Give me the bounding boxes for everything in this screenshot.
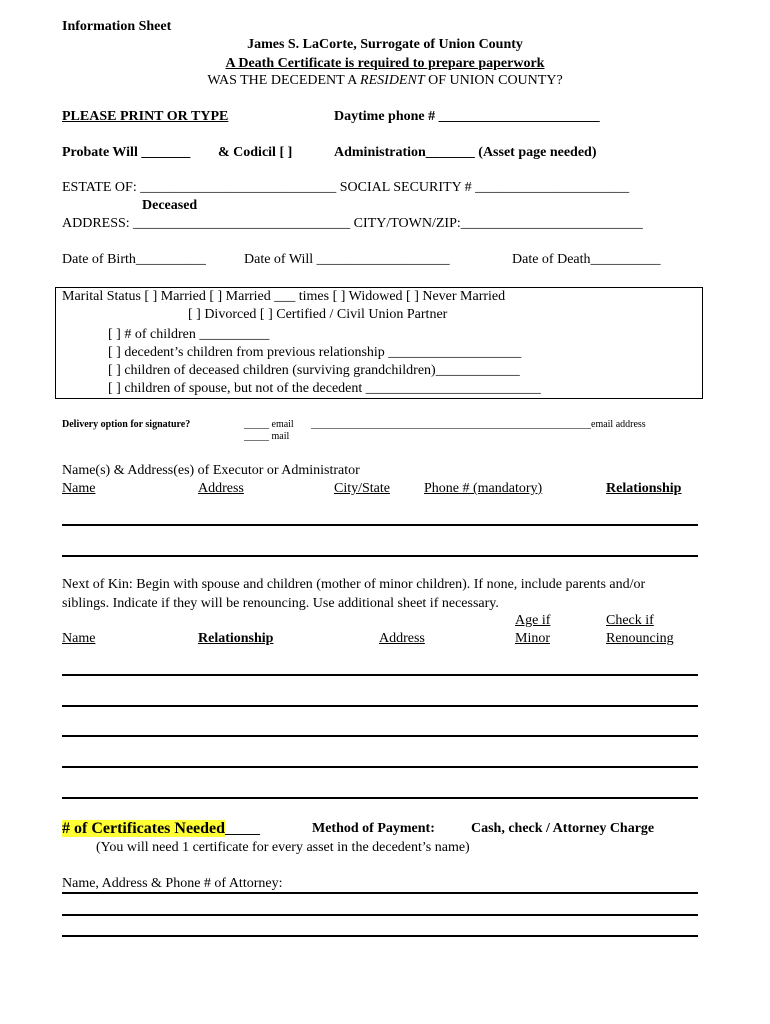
executor-col-address: Address	[198, 481, 244, 496]
mail-option[interactable]: _____ mail	[244, 431, 290, 442]
divorced-civil-union-options[interactable]: [ ] Divorced [ ] Certified / Civil Union Partner	[188, 307, 448, 322]
marital-status-options[interactable]: Marital Status [ ] Married [ ] Married ___ times [ ] Widowed [ ] Never Married	[62, 289, 506, 304]
probate-will-field[interactable]: Probate Will _______	[62, 145, 191, 160]
children-count-option[interactable]: [ ] # of children __________	[108, 327, 270, 342]
next-of-kin-instructions: Next of Kin: Begin with spouse and children (mother of minor children). If none, include parents and/or	[62, 577, 646, 592]
executor-col-relationship: Relationship	[606, 481, 682, 496]
date-of-death-field[interactable]: Date of Death__________	[512, 252, 661, 267]
attorney-entry-line[interactable]	[62, 892, 698, 894]
attorney-label: Name, Address & Phone # of Attorney:	[62, 876, 283, 891]
certificate-note: (You will need 1 certificate for every asset in the decedent’s name)	[96, 840, 470, 855]
print-instruction: PLEASE PRINT OR TYPE	[62, 109, 229, 124]
kin-col-address: Address	[379, 631, 425, 646]
attorney-entry-line[interactable]	[62, 914, 698, 916]
executor-heading: Name(s) & Address(es) of Executor or Administrator	[62, 463, 360, 478]
address-city-field[interactable]: ADDRESS: _______________________________ CITY/TOWN/ZIP:__________________________	[62, 216, 643, 231]
certificates-needed-field[interactable]: # of Certificates Needed_____	[62, 820, 261, 837]
grandchildren-option[interactable]: [ ] children of deceased children (surviving grandchildren)____________	[108, 363, 520, 378]
kin-col-check-2: Renouncing	[606, 631, 674, 646]
email-option[interactable]: _____ email	[244, 419, 294, 430]
kin-col-age-1: Age if	[515, 613, 551, 628]
payment-options[interactable]: Cash, check / Attorney Charge	[471, 821, 655, 836]
executor-entry-line[interactable]	[62, 555, 698, 557]
date-of-will-field[interactable]: Date of Will ___________________	[244, 252, 450, 267]
resident-question: WAS THE DECEDENT A RESIDENT OF UNION COUNTY?	[207, 73, 563, 88]
deceased-label: Deceased	[142, 198, 198, 213]
attorney-entry-line[interactable]	[62, 935, 698, 937]
form-title: Information Sheet	[62, 19, 172, 34]
kin-col-name: Name	[62, 631, 96, 646]
kin-entry-line[interactable]	[62, 735, 698, 737]
kin-col-check-1: Check if	[606, 613, 654, 628]
death-certificate-notice: A Death Certificate is required to prepare paperwork	[225, 56, 545, 71]
executor-col-phone: Phone # (mandatory)	[424, 481, 543, 496]
kin-entry-line[interactable]	[62, 797, 698, 799]
next-of-kin-instructions-2: siblings. Indicate if they will be renouncing. Use additional sheet if necessary.	[62, 596, 499, 611]
surrogate-heading: James S. LaCorte, Surrogate of Union County	[247, 37, 523, 52]
kin-col-age-2: Minor	[515, 631, 550, 646]
payment-method-label: Method of Payment:	[312, 821, 435, 836]
delivery-option-label: Delivery option for signature?	[62, 419, 191, 430]
date-of-birth-field[interactable]: Date of Birth__________	[62, 252, 206, 267]
daytime-phone-field[interactable]: Daytime phone # _______________________	[334, 109, 600, 124]
estate-ssn-field[interactable]: ESTATE OF: ____________________________ SOCIAL SECURITY # ______________________	[62, 180, 630, 195]
previous-relationship-option[interactable]: [ ] decedent’s children from previous relationship ___________________	[108, 345, 522, 360]
certificates-needed-label: # of Certificates Needed	[62, 820, 226, 837]
kin-entry-line[interactable]	[62, 766, 698, 768]
administration-field[interactable]: Administration_______ (Asset page needed)	[334, 145, 597, 160]
executor-col-name: Name	[62, 481, 96, 496]
codicil-checkbox[interactable]: & Codicil [ ]	[218, 145, 293, 160]
kin-col-relationship: Relationship	[198, 631, 274, 646]
kin-entry-line[interactable]	[62, 674, 698, 676]
spouse-children-option[interactable]: [ ] children of spouse, but not of the decedent _________________________	[108, 381, 541, 396]
kin-entry-line[interactable]	[62, 705, 698, 707]
email-address-field[interactable]: ________________________________________________________email address	[311, 419, 646, 430]
executor-entry-line[interactable]	[62, 524, 698, 526]
executor-col-city: City/State	[334, 481, 390, 496]
